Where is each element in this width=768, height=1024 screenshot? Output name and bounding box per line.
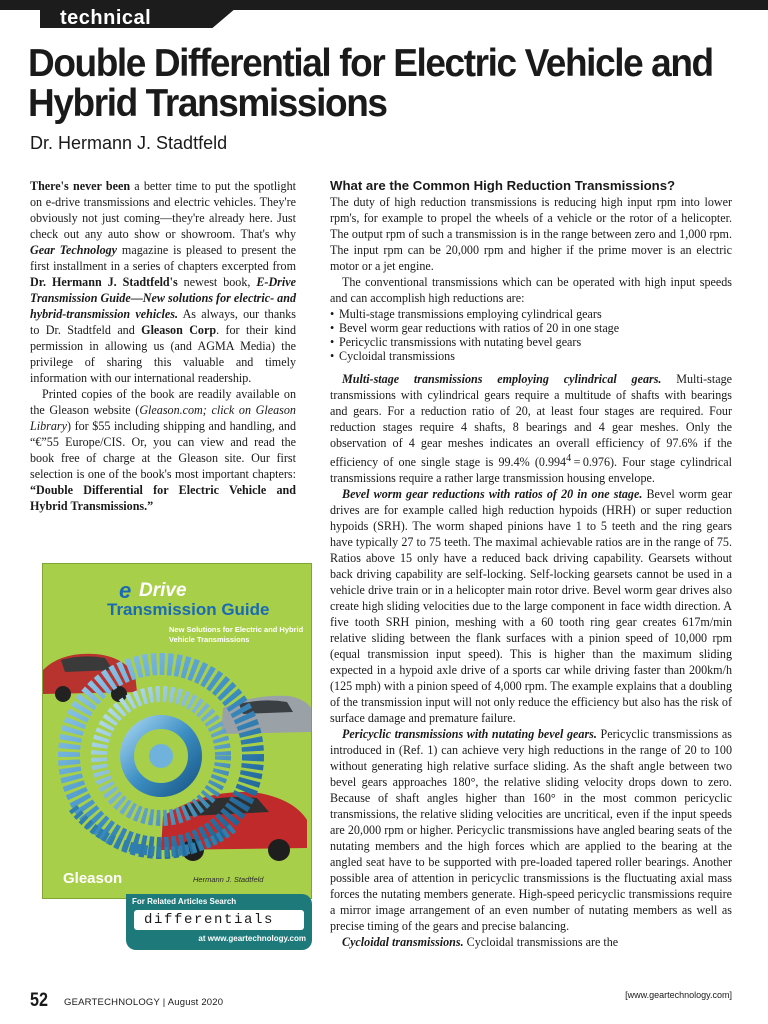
cover-publisher: Gleason [63, 870, 123, 887]
list-item: • Pericyclic transmissions with nutating bevel gears [330, 335, 732, 349]
related-articles-box[interactable] [126, 894, 312, 950]
author-byline: Dr. Hermann J. Stadtfeld [30, 133, 228, 153]
page-number: 52 [30, 990, 48, 1011]
author-name: Dr. Hermann J. Stadtfeld's [30, 275, 178, 289]
book-title: E-Drive Transmission Guide—New solutions for electric- and hybrid-transmission vehicles. [30, 275, 296, 321]
cover-subtitle: New Solutions for Electric and Hybrid Vehicle Transmissions [169, 625, 304, 644]
intro-paragraph-2: Printed copies of the book are readily available on the Gleason website (Gleason.com; click on Gleason Library) for $55 including shipping and handling, and “€”55 Europe/CIS. Or, you can view and read the book free of charge at the Gleason site. Our first selection is one of the book's most important chapters: “Double Differential for Electric Vehicle and Hybrid Transmissions.” [30, 387, 296, 513]
multistage-paragraph: Multi-stage transmissions employing cylindrical gears. Multi-stage transmissions with cylindrical gears require a multitude of shafts with bearings and gears. For a reduction ratio of 20, at least four stages are required. Four reduction stages require 4 shafts, 8 bearings and 4 gear meshes. Only the observation of 4 gear meshes indicates an overall efficiency of 97.6% if the efficiency of one single stage is 99.4% $(0.994^4 = 0.976)$. Four stage cylindrical transmissions require a rather large transmission housing envelope. [330, 372, 732, 486]
multistage-lead: Multi-stage transmissions employing cylindrical gears. [342, 372, 662, 386]
cover-title: Transmission Guide [107, 600, 270, 619]
article-paragraph-1: The duty of high reduction transmissions is reducing high input rpm into lower rpm's, for example to propel the wheels of a vehicle or the rotor of a helicopter. The output rpm of such a transmission is in the range between zero and 1,000 rpm. The input rpm can be 20,000 rpm and higher if the prime mover is an electric motor or a jet engine. [330, 195, 732, 273]
cover-author: Hermann J. Stadtfeld [193, 875, 264, 884]
pericyclic-lead: Pericyclic transmissions with nutating bevel gears. [342, 727, 597, 742]
related-url[interactable]: at www.geartechnology.com [198, 934, 306, 943]
list-item: • Cycloidal transmissions [330, 349, 732, 363]
chapter-title: “Double Differential for Electric Vehicle and Hybrid Transmissions.” [30, 483, 296, 513]
article-column [330, 178, 732, 950]
intro-column [30, 178, 296, 514]
pericyclic-paragraph: Pericyclic transmissions with nutating bevel gears. Pericyclic transmissions as introduced in (Ref. 1) can achieve very high reductions in the range of 20 to 100 without generating high relative surface sliding. As the shaft angle between two bevel gears approaches 180°, the relative sliding velocity drops down to zero. Because of shaft angles higher than 160° in the most common pericyclic transmissions, the relative sliding velocities are uncritical, even if the input speeds are 20,000 rpm or higher. Pericyclic transmissions have angled bearing seats of the nutating members and the high forces which are applied to the bearing at the angled seat have to be supported with pre-loaded tapered roller bearings. Another possible area of attention in pericyclic transmissions is the fluctuating axial mass forces the nutating members generate. High-speed pericyclic transmissions require a mirror image arrangement of an even number of nutating members as well as precise timing of the gears and precise balancing. [330, 727, 732, 934]
gear-illustration [43, 648, 312, 868]
article-paragraph-2: The conventional transmissions which can be operated with high input speeds and can accomplish high reductions are: [330, 275, 732, 305]
bevel-worm-paragraph: Bevel worm gear reductions with ratios of 20 in one stage. Bevel worm gear drives are for example called high reduction hypoids (HRH) or super reduction hypoids (SRH). The worm shaped pinions have 1 to 5 teeth and the ring gears have typically 27 to 75 teeth. The maximal achievable ratios are in the range of 75. Ratios above 15 only have a reduced back driving capability. Gearsets without back driving capability are self-locking. Self-locking gearsets cannot be used in a vehicle drive train or in a helicopter main rotor drive. Bevel worm gear drives also create high sliding velocities due to the large component in face width direction. A five tooth SRH pinion, meshing with a 60 tooth ring gear creates 617m/min relative sliding between the flank surfaces with a pinion speed of 10,000 rpm (equal transmission input speed). This is higher than the maximum sliding expected in a hypoid axle drive of a sports car while driving faster than 200km/h (125 mph) with a pinion speed of 4,000 rpm. The example explains that a doubling of the transmission input will not only reduce the efficiency but also has the risk of surface damage and premature failure. [330, 487, 732, 726]
related-search-term[interactable]: differentials [134, 910, 304, 930]
list-item: • Multi-stage transmissions employing cylindrical gears [330, 307, 732, 321]
related-label: For Related Articles Search [132, 897, 237, 906]
article-title: Double Differential for Electric Vehicle and Hybrid Transmissions [28, 41, 713, 125]
section-heading: What are the Common High Reduction Transmissions? [330, 178, 676, 193]
footer-url[interactable]: [www.geartechnology.com] [625, 990, 732, 1000]
edrive-logo-drive: Drive [139, 580, 187, 601]
gleason-library-link[interactable]: Gleason.com; click on Gleason Library [30, 403, 296, 433]
magazine-issue: GEARTECHNOLOGY | August 2020 [64, 997, 224, 1008]
cycloidal-paragraph: Cycloidal transmissions. Cycloidal transmissions are the [342, 935, 619, 950]
edrive-logo-e: e [119, 578, 132, 603]
book-cover [42, 563, 312, 899]
cycloidal-lead: Cycloidal transmissions. [342, 935, 464, 950]
bevel-lead: Bevel worm gear reductions with ratios of 20 in one stage. [342, 487, 643, 502]
intro-lead: There's never been [30, 179, 131, 193]
intro-paragraph-1: There's never been a better time to put the spotlight on e-drive transmissions and electric vehicles. They're obviously not just coming—they're already here. Just check out any auto show or showroom. That's why Gear Technology magazine is pleased to present the first installment in a series of chapters excerpted from Dr. Hermann J. Stadtfeld's newest book, E-Drive Transmission Guide—New solutions for electric- and hybrid-transmission vehicles. As always, our thanks to Dr. Stadtfeld and Gleason Corp. for their kind permission in allowing us (and AGMA Media) the privilege of sharing this valuable and timely information with our international readership. [30, 179, 296, 385]
list-item: • Bevel worm gear reductions with ratios of 20 in one stage [330, 321, 732, 335]
section-label: technical [60, 7, 152, 29]
company-name: Gleason Corp [141, 323, 217, 337]
transmission-list [330, 307, 732, 363]
magazine-name: Gear Technology [30, 243, 118, 257]
